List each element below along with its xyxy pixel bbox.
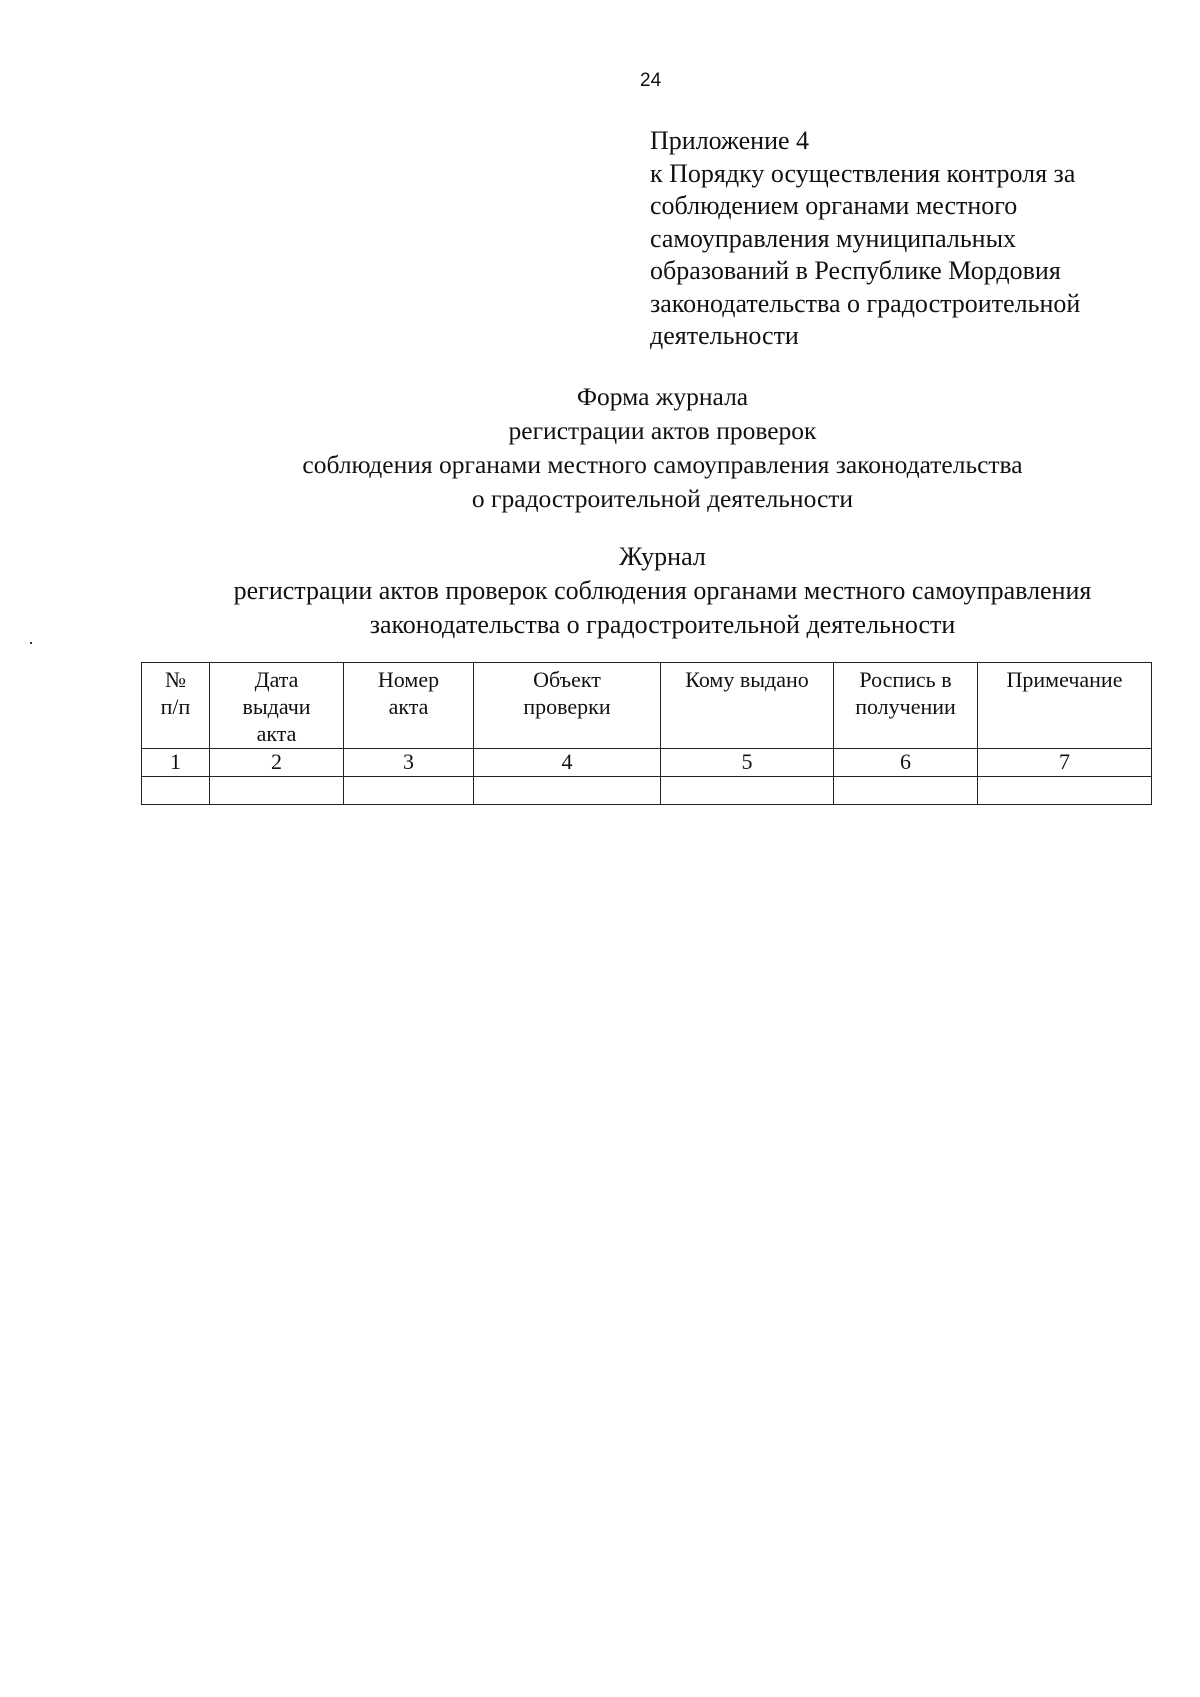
journal-title-line: Журнал <box>619 542 706 571</box>
form-title-line: о градостроительной деятельности <box>471 484 854 513</box>
journal-title-line: регистрации актов проверок соблюдения органами местного самоуправления <box>233 576 1092 605</box>
column-header-number <box>142 663 210 749</box>
column-header-signature <box>834 663 978 749</box>
appendix-line: самоуправления муниципальных <box>650 223 1017 253</box>
column-header-note <box>978 663 1152 749</box>
header-line: Примечание <box>1006 667 1123 692</box>
appendix-line: деятельности <box>650 321 799 350</box>
column-header-act-number <box>344 663 474 749</box>
header-line: Объект <box>533 667 601 692</box>
header-line: проверки <box>523 694 611 719</box>
appendix-line: Приложение 4 <box>650 126 810 155</box>
header-line: получении <box>855 694 956 719</box>
page-number: 24 <box>640 70 662 91</box>
appendix-note <box>650 125 1170 353</box>
appendix-line: законодательства о градостроительной <box>650 288 1081 318</box>
header-line: акта <box>388 694 429 719</box>
form-title-line: Форма журнала <box>576 382 749 411</box>
table-cell <box>344 777 474 805</box>
column-number-cell: 5 <box>661 749 834 777</box>
journal-title-line: законодательства о градостроительной деятельности <box>369 610 956 639</box>
appendix-line: образований в Республике Мордовия <box>650 256 1061 285</box>
header-line: Роспись в <box>859 667 952 692</box>
journal-table <box>141 662 1152 805</box>
table-cell <box>210 777 344 805</box>
column-number-cell: 4 <box>474 749 661 777</box>
column-header-object <box>474 663 661 749</box>
column-number-cell: 7 <box>978 749 1152 777</box>
table-header-row <box>142 663 1152 749</box>
table-cell <box>978 777 1152 805</box>
form-title <box>0 380 1200 516</box>
appendix-line: к Порядку осуществления контроля за <box>650 158 1076 188</box>
table-cell <box>142 777 210 805</box>
column-number-row <box>142 749 1152 777</box>
header-line: № <box>165 667 186 692</box>
table-row <box>142 777 1152 805</box>
header-line: акта <box>256 721 297 746</box>
table-cell <box>834 777 978 805</box>
form-title-line: регистрации актов проверок <box>508 416 817 445</box>
column-number-cell: 2 <box>210 749 344 777</box>
journal-title <box>0 540 1200 642</box>
column-header-date <box>210 663 344 749</box>
header-line: Номер <box>377 667 440 692</box>
table-cell <box>474 777 661 805</box>
scan-speck <box>30 642 32 644</box>
column-header-issued-to <box>661 663 834 749</box>
column-number-cell: 1 <box>142 749 210 777</box>
form-title-line: соблюдения органами местного самоуправления законодательства <box>302 450 1023 479</box>
table-cell <box>661 777 834 805</box>
header-line: выдачи <box>242 694 311 719</box>
header-line: Кому выдано <box>685 667 809 692</box>
column-number-cell: 6 <box>834 749 978 777</box>
header-line: п/п <box>160 694 191 719</box>
appendix-line: соблюдением органами местного <box>650 191 1018 220</box>
column-number-cell: 3 <box>344 749 474 777</box>
header-line: Дата <box>254 667 299 692</box>
